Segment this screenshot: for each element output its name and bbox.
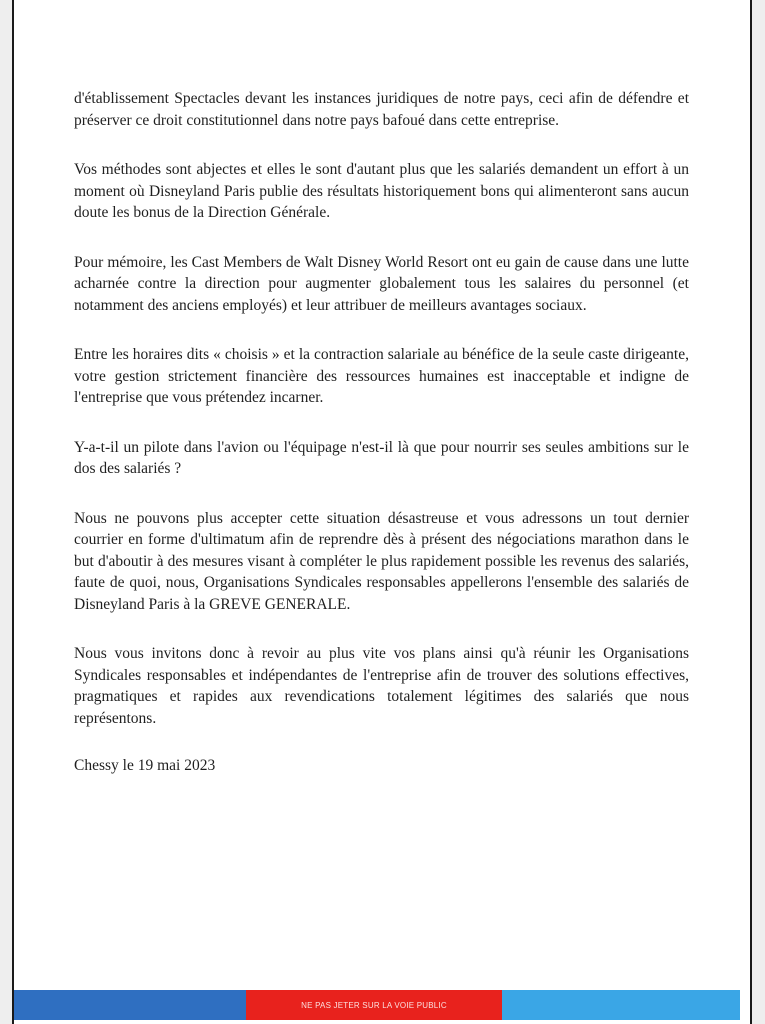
paragraph-1: d'établissement Spectacles devant les instances juridiques de notre pays, ceci afin de défendre et préserver ce droit constitutionnel dans notre pays bafoué dans cette entreprise. bbox=[74, 90, 689, 129]
paragraph-4: Entre les horaires dits « choisis » et la contraction salariale au bénéfice de la seule caste dirigeante, votre gestion strictement financière des ressources humaines est inacceptable et indigne de l'entreprise que vous prétendez incarner. bbox=[74, 346, 689, 406]
footer-color-bands bbox=[14, 990, 740, 1020]
paragraph-7: Nous vous invitons donc à revoir au plus vite vos plans ainsi qu'à réunir les Organisations Syndicales responsables et indépendantes de l'entreprise afin de trouver des solutions effectives, pragmatiques et rapides aux revendications totalement légitimes des salariés que nous représentons. bbox=[74, 645, 689, 727]
letter-body bbox=[74, 88, 689, 777]
paragraph-3: Pour mémoire, les Cast Members de Walt Disney World Resort ont eu gain de cause dans une lutte acharnée contre la direction pour augmenter globalement tous les salaires du personnel (et notamment des anciens employés) et leur attribuer de meilleurs avantages sociaux. bbox=[74, 253, 689, 314]
footer-notice: NE PAS JETER SUR LA VOIE PUBLIC bbox=[301, 1000, 447, 1010]
footer-band-cyan bbox=[502, 990, 740, 1020]
paragraph-6: Nous ne pouvons plus accepter cette situation désastreuse et vous adressons un tout dernier courrier en forme d'ultimatum afin de reprendre dès à présent des négociations marathon dans le but d'aboutir à des mesures visant à compléter le plus rapidement possible les revenus des salariés, faute de quoi, nous, Organisations Syndicales responsables appellerons l'ensemble des salariés de Disneyland Paris à la GREVE GENERALE. bbox=[74, 509, 689, 613]
paragraph-5: Y-a-t-il un pilote dans l'avion ou l'équipage n'est-il là que pour nourrir ses seules ambitions sur le dos des salariés ? bbox=[74, 438, 689, 477]
paragraph-2: Vos méthodes sont abjectes et elles le sont d'autant plus que les salariés demandent un effort à un moment où Disneyland Paris publie des résultats historiquement bons qui alimenteront sans aucun doute les bonus de la Direction Générale. bbox=[74, 161, 689, 221]
document-page bbox=[12, 0, 752, 1024]
footer-band-blue bbox=[14, 990, 246, 1020]
closing-date: Chessy le 19 mai 2023 bbox=[74, 757, 216, 774]
footer-band-red bbox=[246, 990, 502, 1020]
